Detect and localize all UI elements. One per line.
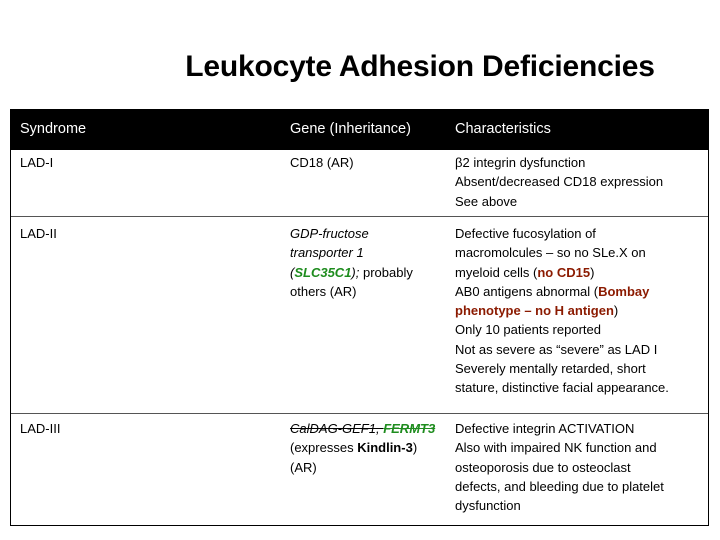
syndrome-cell: LAD-III xyxy=(20,421,61,436)
caldag-gef1-text: CalDAG-GEF1, xyxy=(290,421,384,436)
syndrome-cell: LAD-II xyxy=(20,226,57,241)
gene-cell: CD18 (AR) xyxy=(290,155,354,170)
gene-cell: GDP-fructose transporter 1 (SLC35C1); probably others (AR) xyxy=(290,226,413,299)
header-characteristics: Characteristics xyxy=(455,121,551,137)
no-cd15-text: no CD15 xyxy=(537,264,591,280)
header-syndrome: Syndrome xyxy=(20,121,87,137)
header-gene: Gene (Inheritance) xyxy=(290,121,411,137)
gene-symbol-fermt3: FERMT3 xyxy=(383,421,436,436)
characteristics-cell: Defective integrin ACTIVATION Also with impaired NK function and osteoporosis due to osteoclast defects, and bleeding due to platelet dysfunction xyxy=(455,421,664,514)
table-header xyxy=(11,110,708,150)
gene-symbol-slc35c1: SLC35C1 xyxy=(294,264,352,280)
row-divider xyxy=(11,413,708,414)
beta-symbol: β xyxy=(455,155,463,170)
kindlin-3-text: Kindlin-3 xyxy=(357,440,413,456)
characteristics-cell: Defective fucosylation of macromolcules – so no SLe.X on myeloid cells (no CD15) AB0 antigens abnormal (Bombay phenotype – no H antigen) Only 10 patients reported Not as severe as “severe” as LAD I Severely mentally retarded, short stature, distinctive facial appearance. xyxy=(455,226,669,396)
page-title: Leukocyte Adhesion Deficiencies xyxy=(185,50,655,83)
syndrome-cell: LAD-I xyxy=(20,155,54,170)
bombay-text: Bombay xyxy=(598,283,650,299)
characteristics-cell: β2 integrin dysfunction Absent/decreased CD18 expression See above xyxy=(455,155,664,209)
gene-cell: CalDAG-GEF1, FERMT3 (expresses Kindlin-3) (AR) xyxy=(290,421,436,475)
lad-table xyxy=(10,109,709,526)
bombay-phenotype-text: phenotype – no H antigen xyxy=(455,303,614,319)
row-divider xyxy=(11,216,708,217)
